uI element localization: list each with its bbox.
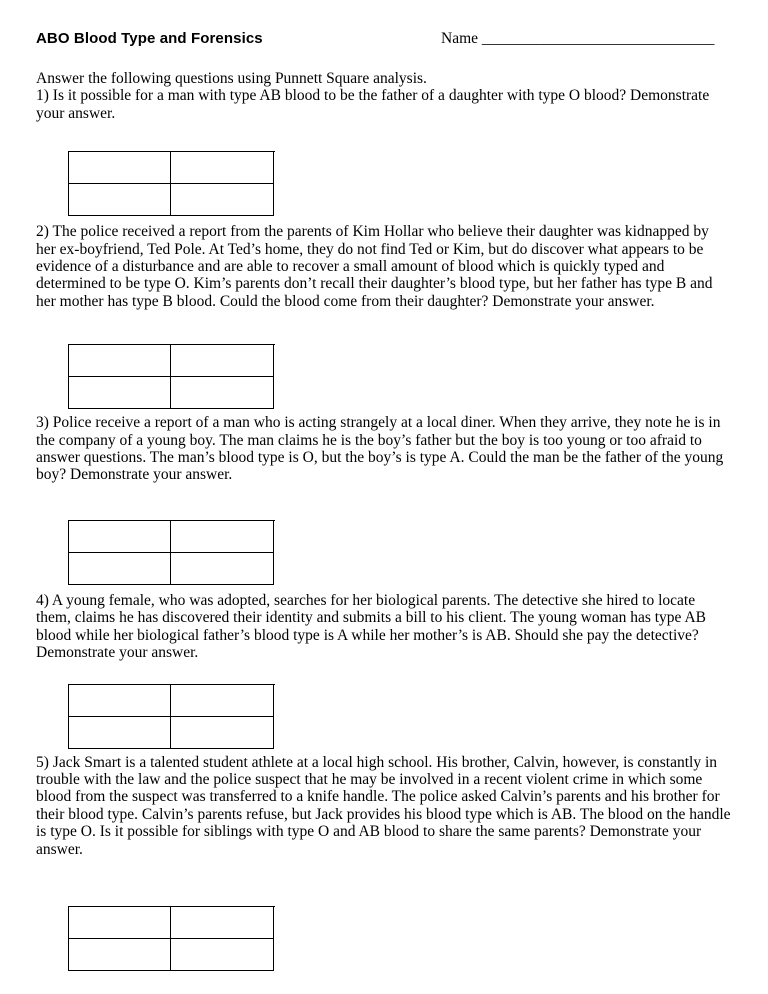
punnett-cell (69, 521, 171, 553)
punnett-cell (171, 152, 274, 184)
question-block-5 (36, 754, 731, 971)
name-label: Name (441, 30, 479, 47)
question-text-4: 4) A young female, who was adopted, searches for her biological parents. The detective she hired to locate them, claims he has discovered their identity and submits a bill to his client. The young woman has type AB blood while her biological father’s blood type is A while her mother’s is AB. Should she pay the detective? Demonstrate your answer. (36, 591, 706, 662)
punnett-cell (171, 685, 274, 717)
punnett-cell (69, 152, 171, 184)
punnett-cell (69, 685, 171, 717)
question-text-5: 5) Jack Smart is a talented student athlete at a local high school. His brother, Calvin, however, is constantly in trouble with the law and the police suspect that he may be involved in a recent violent crime in which some blood from the suspect was transferred to a knife handle. The police asked Calvin’s parents and his brother for their blood type. Calvin’s parents refuse, but Jack provides his blood type which is AB. The blood on the handle is type O. Is it possible for siblings with type O and AB blood to share the same parents? Demonstrate your answer. (36, 753, 731, 858)
punnett-cell (69, 184, 171, 216)
punnett-cell (69, 553, 171, 585)
name-field (441, 30, 714, 47)
punnett-square-5 (68, 906, 275, 971)
punnett-square-2 (68, 344, 275, 409)
punnett-cell (69, 907, 171, 939)
punnett-cell (171, 184, 274, 216)
punnett-square-4 (68, 684, 275, 749)
header (36, 30, 731, 50)
question-text-2: 2) The police received a report from the parents of Kim Hollar who believe their daughter was kidnapped by her ex-boyfriend, Ted Pole. At Ted’s home, they do not find Ted or Kim, but do discover what appears to be evidence of a disturbance and are able to recover a small amount of blood which is quickly typed and determined to be type O. Kim’s parents don’t recall their daughter’s blood type, but her father has type B and her mother has type B blood. Could the blood come from their daughter? Demonstrate your answer. (36, 223, 713, 310)
punnett-cell (171, 939, 274, 971)
punnett-cell (171, 907, 274, 939)
punnett-cell (171, 377, 274, 409)
punnett-cell (171, 345, 274, 377)
punnett-cell (69, 377, 171, 409)
name-blank-line: ______________________________ (481, 30, 715, 47)
punnett-cell (69, 717, 171, 749)
punnett-cell (69, 939, 171, 971)
question-block-4 (36, 592, 731, 749)
page-title: ABO Blood Type and Forensics (36, 30, 263, 47)
question-text-1: 1) Is it possible for a man with type AB blood to be the father of a daughter with type O blood? Demonstrate your answer. (36, 87, 710, 122)
question-text-3: 3) Police receive a report of a man who is acting strangely at a local diner. When they arrive, they note he is in the company of a young boy. The man claims he is the boy’s father but the boy is too young or too afraid to answer questions. The man’s blood type is O, but the boy’s is type A. Could the man be the father of the young boy? Demonstrate your answer. (36, 414, 724, 484)
punnett-cell (171, 553, 274, 585)
punnett-square-3 (68, 520, 275, 585)
punnett-square-1 (68, 151, 275, 216)
punnett-cell (171, 717, 274, 749)
punnett-cell (69, 345, 171, 377)
punnett-cell (171, 521, 274, 553)
question-block-1 (36, 87, 731, 216)
question-block-2 (36, 223, 731, 409)
intro-text: Answer the following questions using Punnett Square analysis. (36, 70, 427, 87)
question-block-3 (36, 414, 731, 585)
